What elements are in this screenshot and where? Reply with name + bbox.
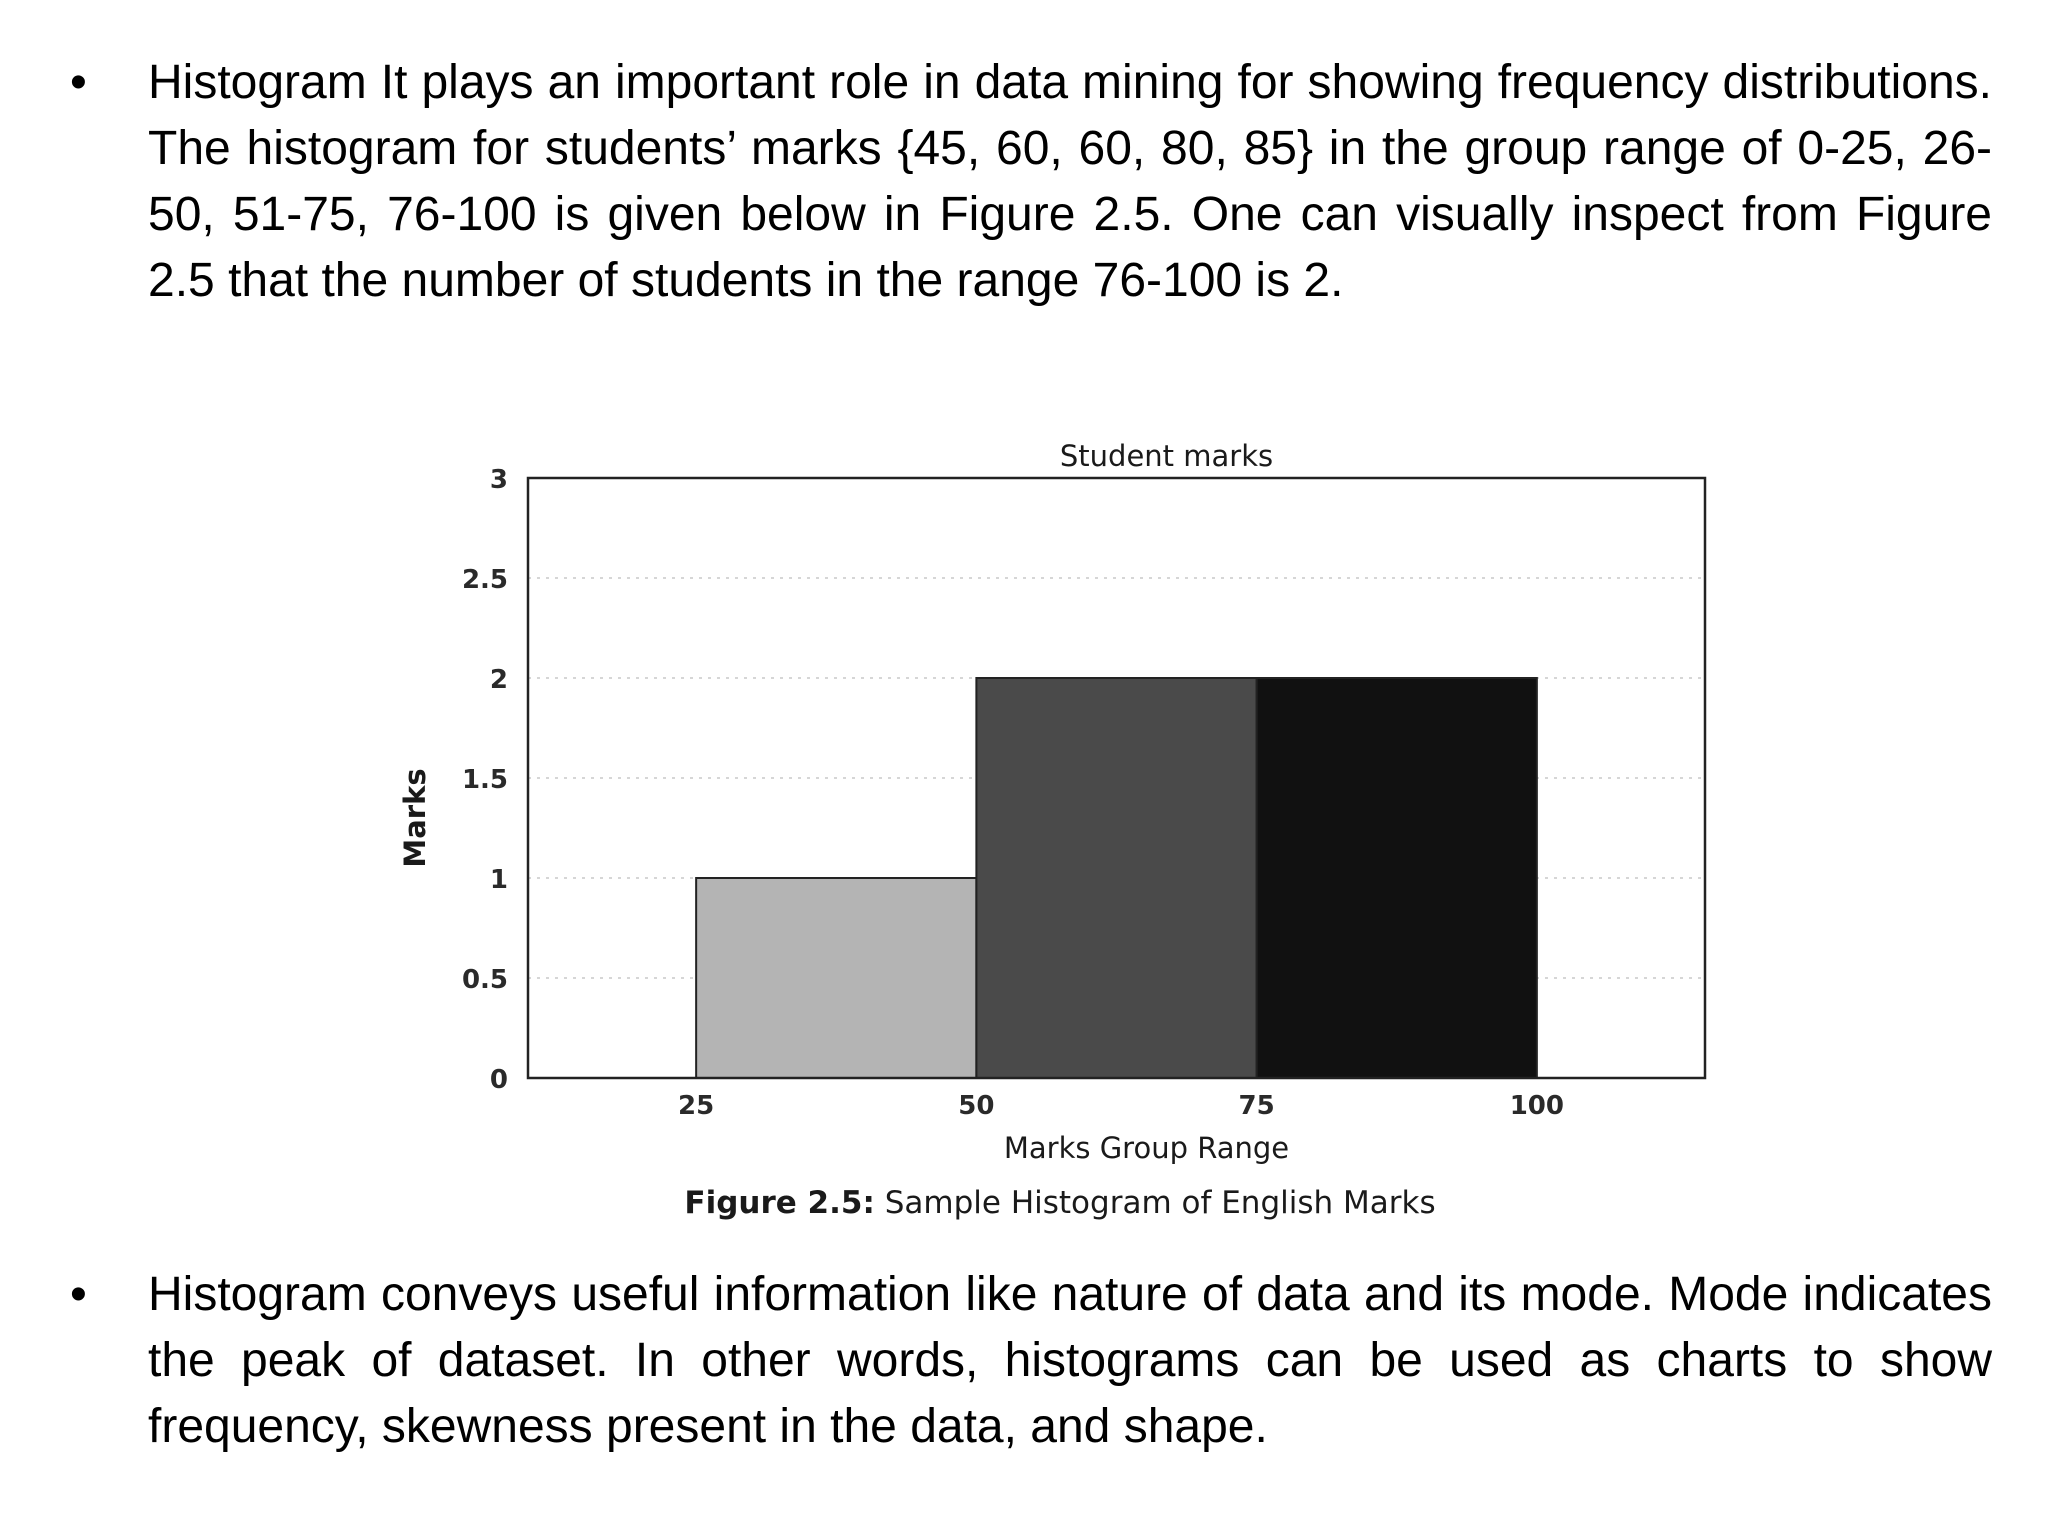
y-tick-label: 1.5 — [461, 765, 508, 795]
histogram-bar — [696, 878, 976, 1078]
chart-title: Student marks — [1059, 439, 1274, 473]
bullet-text: Histogram It plays an important role in data mining for showing frequency distributions. The histogram for students’ marks {45, 60, 60, 80, 85} in the group range of 0-25, 26-50, 51-75, 76-100 is given below in Figure 2.5. One can visually inspect from Figure 2.5 that the number of students in the range 76-100 is 2. — [148, 56, 1992, 307]
y-tick-label: 2 — [489, 665, 508, 695]
histogram-chart — [380, 430, 1740, 1170]
y-tick-label: 0.5 — [461, 965, 508, 995]
y-tick-label: 3 — [489, 465, 508, 495]
x-tick-label: 25 — [678, 1091, 715, 1121]
x-axis-label: Marks Group Range — [1003, 1131, 1290, 1165]
bullet-item-histogram-info — [70, 1262, 2010, 1460]
figure-caption — [380, 1185, 1740, 1221]
y-axis-label: Marks — [398, 768, 432, 868]
y-tick-label: 1 — [489, 865, 508, 895]
bullet-text: Histogram conveys useful information like nature of data and its mode. Mode indicates the peak of dataset. In other words, histograms can be used as charts to show frequency, skewness present in the data, and shape. — [148, 1268, 1992, 1453]
figure-caption-label: Figure 2.5: — [684, 1185, 875, 1221]
bullet-marker: • — [70, 1268, 87, 1321]
figure-histogram — [380, 430, 1740, 1240]
x-tick-label: 75 — [1238, 1091, 1275, 1121]
histogram-bar — [1257, 678, 1537, 1078]
y-tick-label: 0 — [489, 1065, 508, 1095]
x-tick-label: 100 — [1509, 1091, 1564, 1121]
y-tick-label: 2.5 — [461, 565, 508, 595]
x-tick-label: 50 — [958, 1091, 995, 1121]
bullet-item-histogram-intro — [70, 50, 2010, 314]
histogram-bar — [976, 678, 1256, 1078]
bullet-marker: • — [70, 56, 87, 109]
figure-caption-text: Sample Histogram of English Marks — [884, 1185, 1436, 1221]
